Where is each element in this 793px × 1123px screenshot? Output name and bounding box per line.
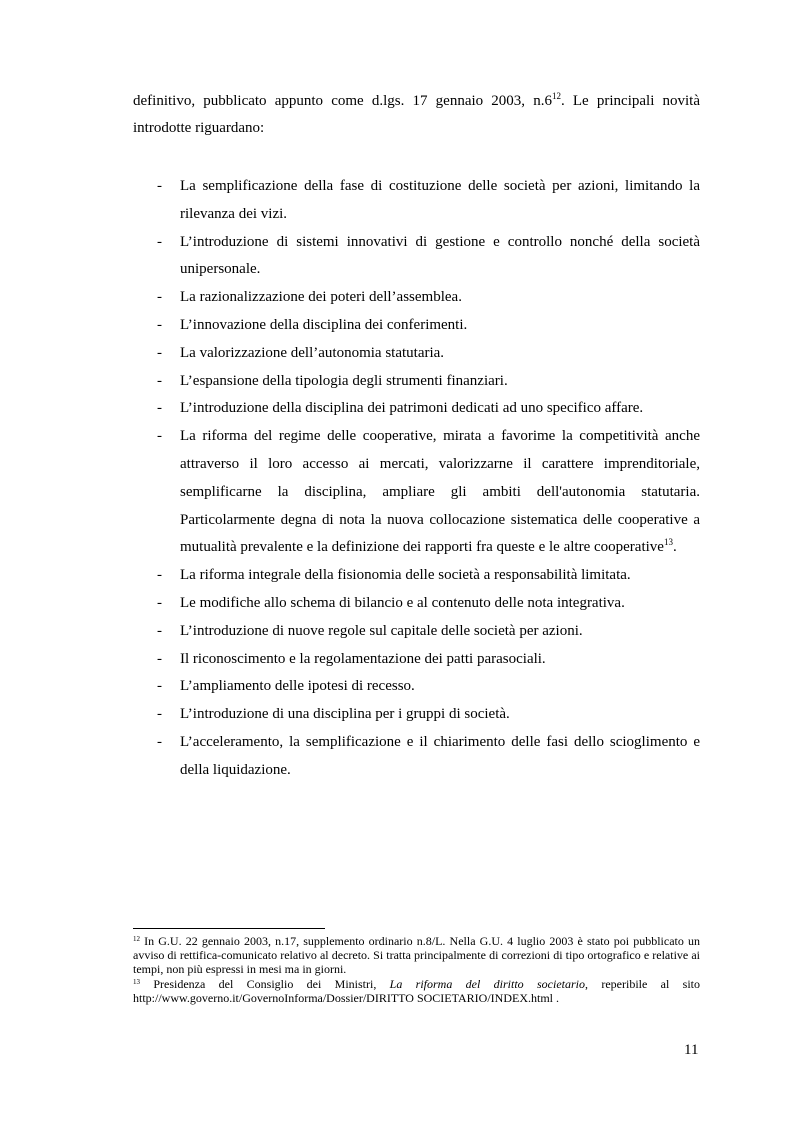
dash-bullet: - xyxy=(157,650,162,667)
list-item-text: L’ampliamento delle ipotesi di recesso. xyxy=(180,678,415,695)
list-item-text: La razionalizzazione dei poteri dell’assemblea. xyxy=(180,289,462,306)
dash-bullet: - xyxy=(157,428,162,445)
list-item xyxy=(133,562,700,590)
list-item xyxy=(133,729,700,785)
intro-text-end: . Le principali novità introdotte riguardano: xyxy=(133,93,701,136)
footnote-13 xyxy=(133,977,700,1005)
footnote-title: La riforma del diritto societario xyxy=(389,976,586,991)
list-item xyxy=(133,368,700,396)
dash-bullet: - xyxy=(157,178,162,194)
footnote-ref-12[interactable]: 12 xyxy=(551,91,561,101)
list-item-text: La semplificazione della fase di costituzione delle società per azioni, limitando la rilevanza dei vizi. xyxy=(180,178,700,222)
list-item xyxy=(133,173,700,229)
list-item-text: L’innovazione della disciplina dei conferimenti. xyxy=(180,316,468,333)
dash-bullet: - xyxy=(157,706,162,723)
footnote-separator xyxy=(133,928,325,929)
list-item-cooperatives xyxy=(133,423,700,562)
cooperatives-period: . xyxy=(672,539,677,556)
list-item-text: La riforma integrale della fisionomia delle società a responsabilità limitata. xyxy=(180,567,631,584)
dash-bullet: - xyxy=(157,594,162,611)
list-item xyxy=(133,312,700,340)
list-item-text: L’introduzione della disciplina dei patrimoni dedicati ad uno specifico affare. xyxy=(180,400,644,417)
footnote-url-text[interactable]: , reperibile al sito http://www.governo.it/GovernoInforma/Dossier/DIRITTO SOCIETARIO/INDEX.html . xyxy=(133,976,700,1005)
list-item-text: L’introduzione di sistemi innovativi di gestione e controllo nonché della società unipersonale. xyxy=(180,233,700,278)
list-item xyxy=(133,618,700,646)
dash-bullet: - xyxy=(157,316,162,333)
list-item-text: Il riconoscimento e la regolamentazione dei patti parasociali. xyxy=(180,650,546,667)
list-item-text: L’acceleramento, la semplificazione e il chiarimento delle fasi dello scioglimento e della liquidazione. xyxy=(180,733,700,778)
footnote-ref-13[interactable]: 13 xyxy=(663,537,673,548)
list-item xyxy=(133,340,700,368)
dash-bullet: - xyxy=(157,567,162,584)
list-item-text xyxy=(180,423,700,562)
list-item xyxy=(133,229,700,285)
list-item-text: L’espansione della tipologia degli strumenti finanziari. xyxy=(180,372,508,389)
footnotes xyxy=(133,934,700,1005)
page-number: 11 xyxy=(684,1042,699,1058)
intro-text: definitivo, pubblicato appunto come d.lgs. 17 gennaio 2003, n.6 xyxy=(133,93,552,109)
list-item xyxy=(133,646,700,674)
dash-bullet: - xyxy=(157,344,162,361)
dash-bullet: - xyxy=(157,622,162,639)
dash-bullet: - xyxy=(157,289,162,306)
list-item xyxy=(133,590,700,618)
footnote-number: 12 xyxy=(133,935,140,943)
dash-bullet: - xyxy=(157,733,162,750)
footnote-text: In G.U. 22 gennaio 2003, n.17, supplemento ordinario n.8/L. Nella G.U. 4 luglio 2003 è stato poi pubblicato un avviso di rettifica-comunicato relativo al decreto. Si tratta principalmente di correzioni di tipo ortografico e relative ai tempi, non più espressi in mesi ma in giorni. xyxy=(133,934,700,977)
intro-paragraph xyxy=(133,88,700,142)
dash-bullet: - xyxy=(157,233,162,250)
list-item-text: L’introduzione di una disciplina per i gruppi di società. xyxy=(180,706,510,723)
footnote-number: 13 xyxy=(133,977,140,986)
list-item xyxy=(133,701,700,729)
novelties-list xyxy=(133,173,700,785)
list-item-text: Le modifiche allo schema di bilancio e al contenuto delle nota integrativa. xyxy=(180,594,625,611)
list-item xyxy=(133,395,700,423)
footnote-12 xyxy=(133,934,700,977)
list-item xyxy=(133,673,700,701)
list-item-text: La valorizzazione dell’autonomia statutaria. xyxy=(180,344,445,361)
cooperatives-text: La riforma del regime delle cooperative, mirata a favorime la competitività anche attraverso il loro accesso ai mercati, valorizzarne il carattere imprenditoriale, semplificarne la disciplina, ampliare gli ambiti dell'autonomia statutaria. Particolarmente degna di nota la nuova collocazione sistematica delle cooperative a mutualità prevalente e la definizione dei rapporti fra queste e le altre cooperative xyxy=(180,428,700,556)
list-item xyxy=(133,284,700,312)
dash-bullet: - xyxy=(157,372,162,389)
dash-bullet: - xyxy=(157,678,162,695)
dash-bullet: - xyxy=(157,400,162,417)
list-item-text: L’introduzione di nuove regole sul capitale delle società per azioni. xyxy=(180,622,583,639)
footnote-text: Presidenza del Consiglio dei Ministri, xyxy=(140,976,390,991)
